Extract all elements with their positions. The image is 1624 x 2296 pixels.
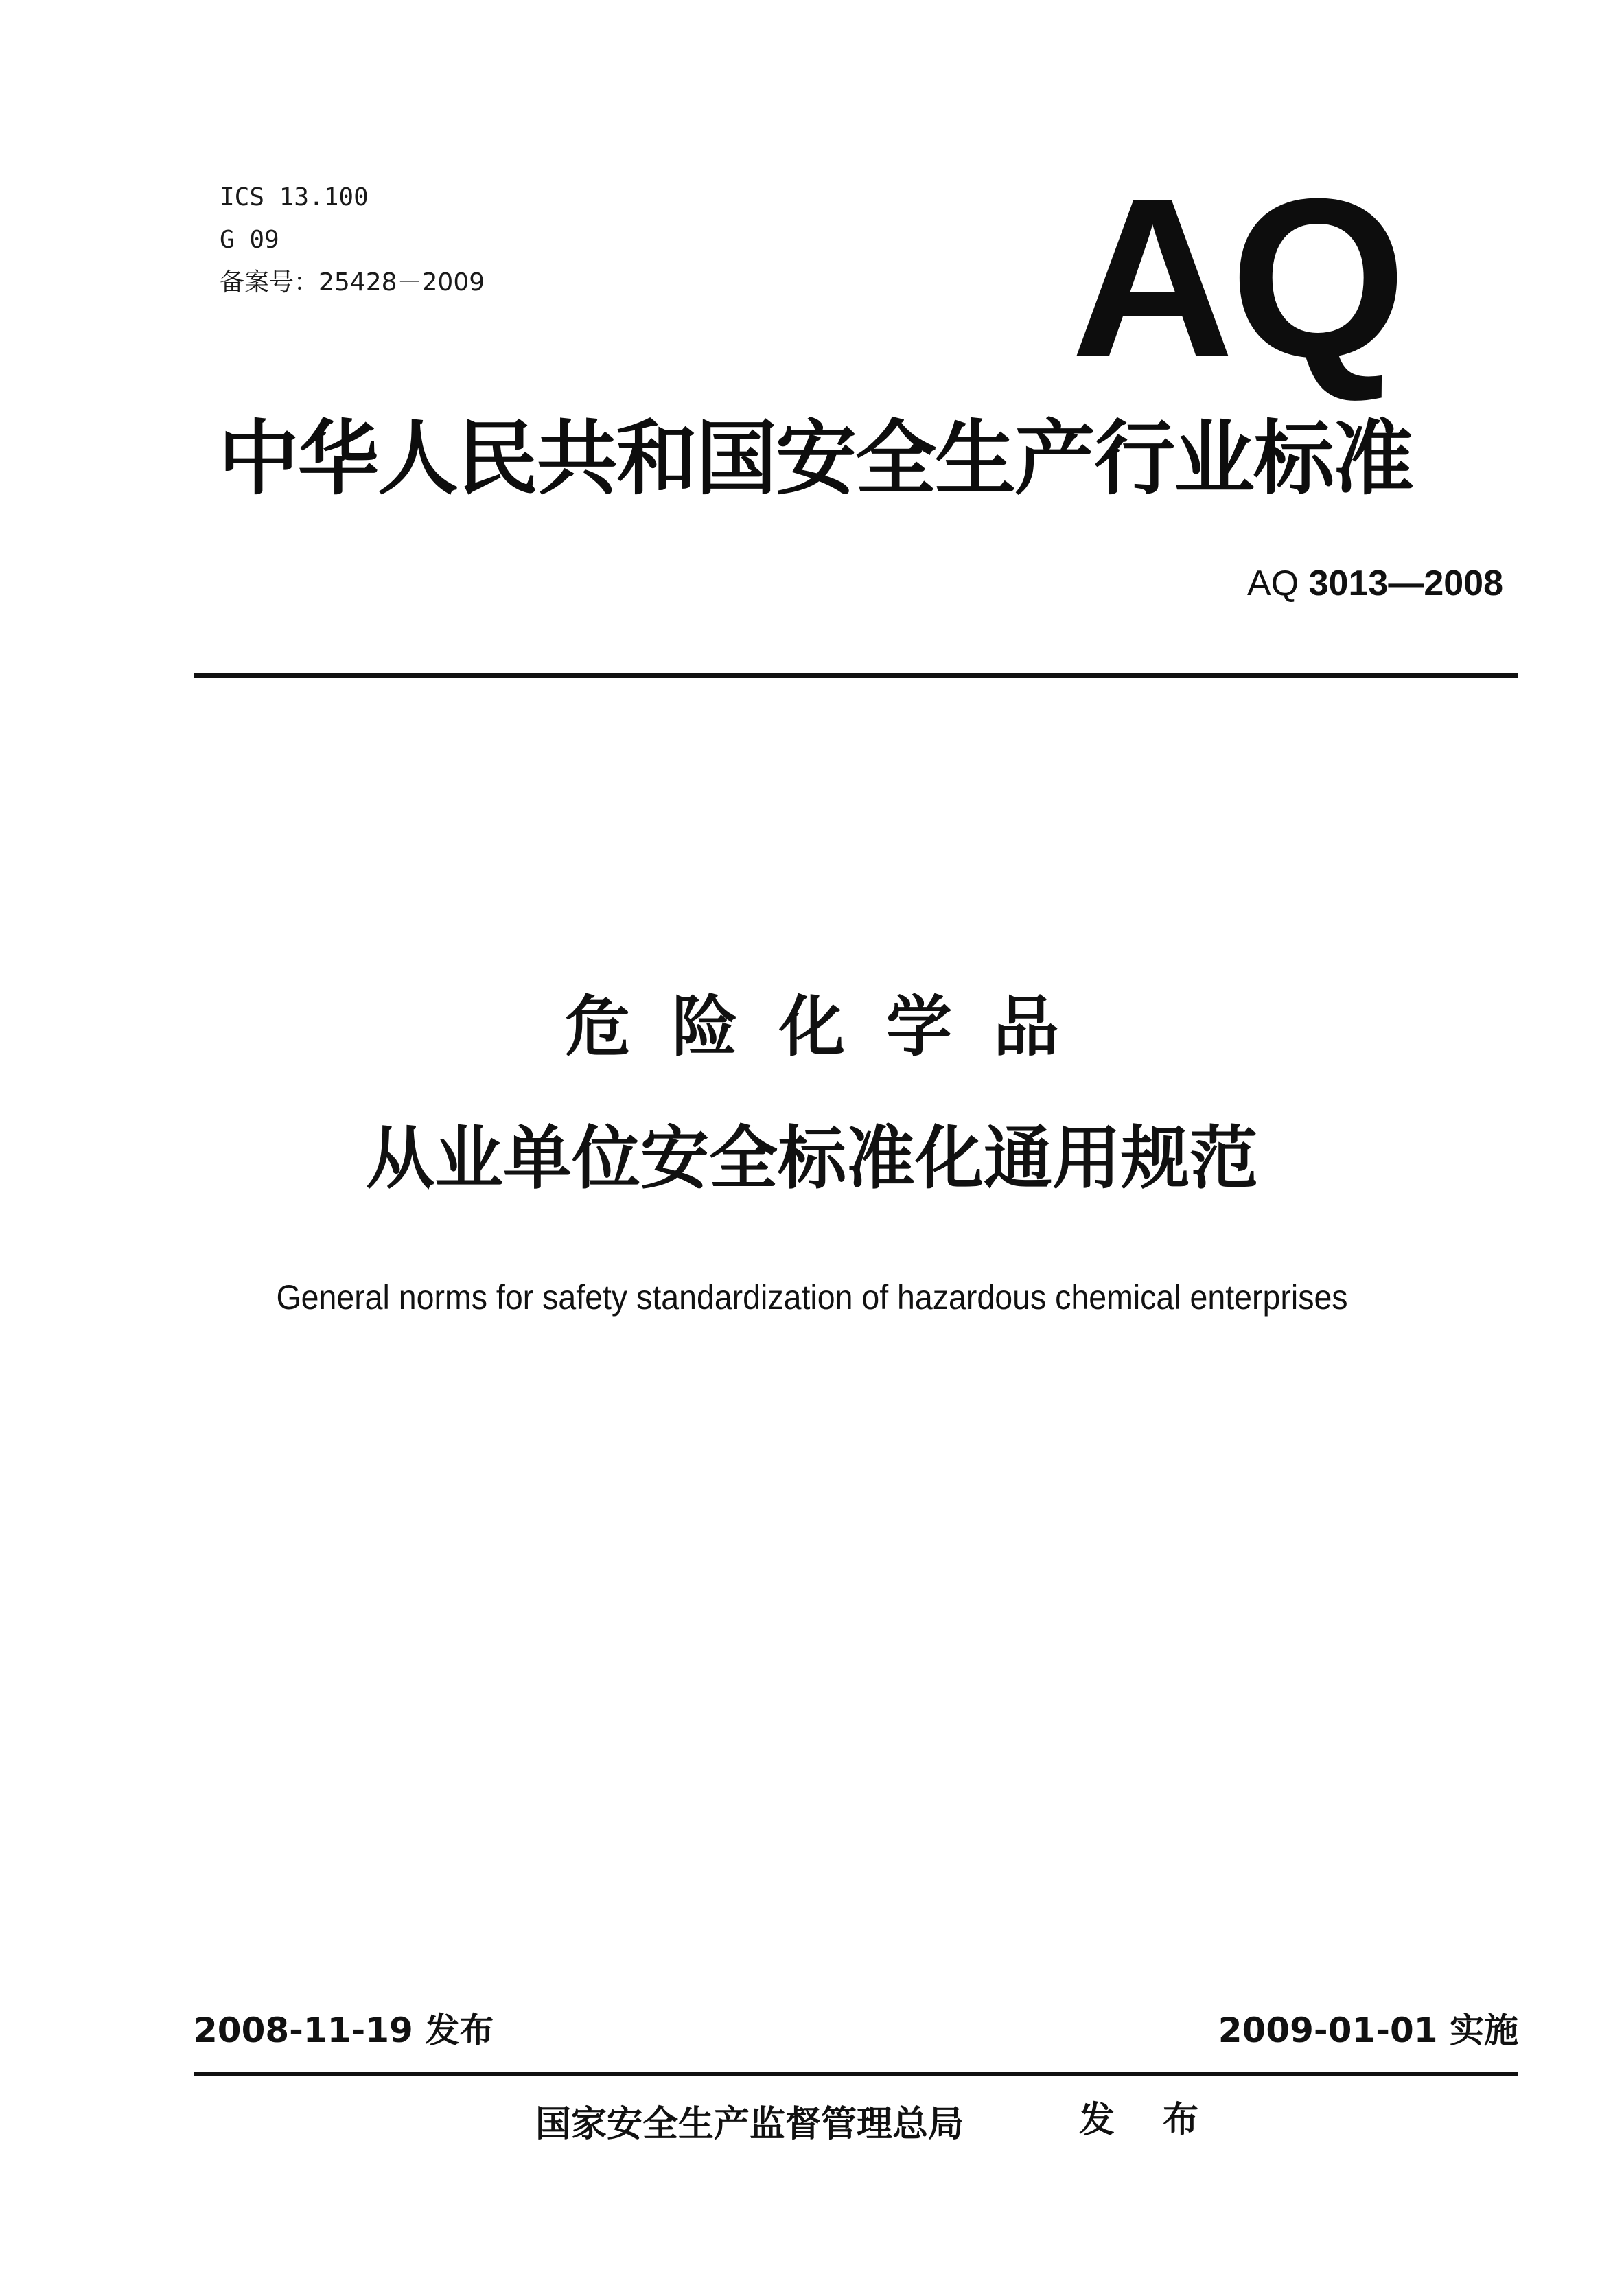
issue-label: 发 布 [1079,2100,1217,2141]
standard-category-title: 中华人民共和国安全生产行业标准 [218,411,1413,506]
implementation-date: 2009-01-01 实施 [1218,2010,1518,2050]
issue-date: 2008-11-19 发布 [194,2010,494,2050]
ccs-code: G 09 [220,226,279,254]
bottom-divider [194,2072,1518,2076]
standard-number-value: 3013—2008 [1308,564,1503,603]
ics-code: ICS 13.100 [220,183,369,211]
top-divider [194,673,1518,678]
document-title-english: General norms for safety standardization of hazardous chemical enterprises [276,1278,1348,1317]
registration-number: 备案号：25428－2009 [220,268,485,297]
standard-number-prefix: AQ [1247,564,1299,603]
issuing-authority: 国家安全生产监督管理总局 [535,2104,964,2145]
aq-logo: AQ [1071,151,1402,404]
document-title-line1: 危险化学品 [565,988,1100,1065]
standard-number [1247,561,1503,605]
document-title-line2: 从业单位安全标准化通用规范 [366,1118,1258,1198]
